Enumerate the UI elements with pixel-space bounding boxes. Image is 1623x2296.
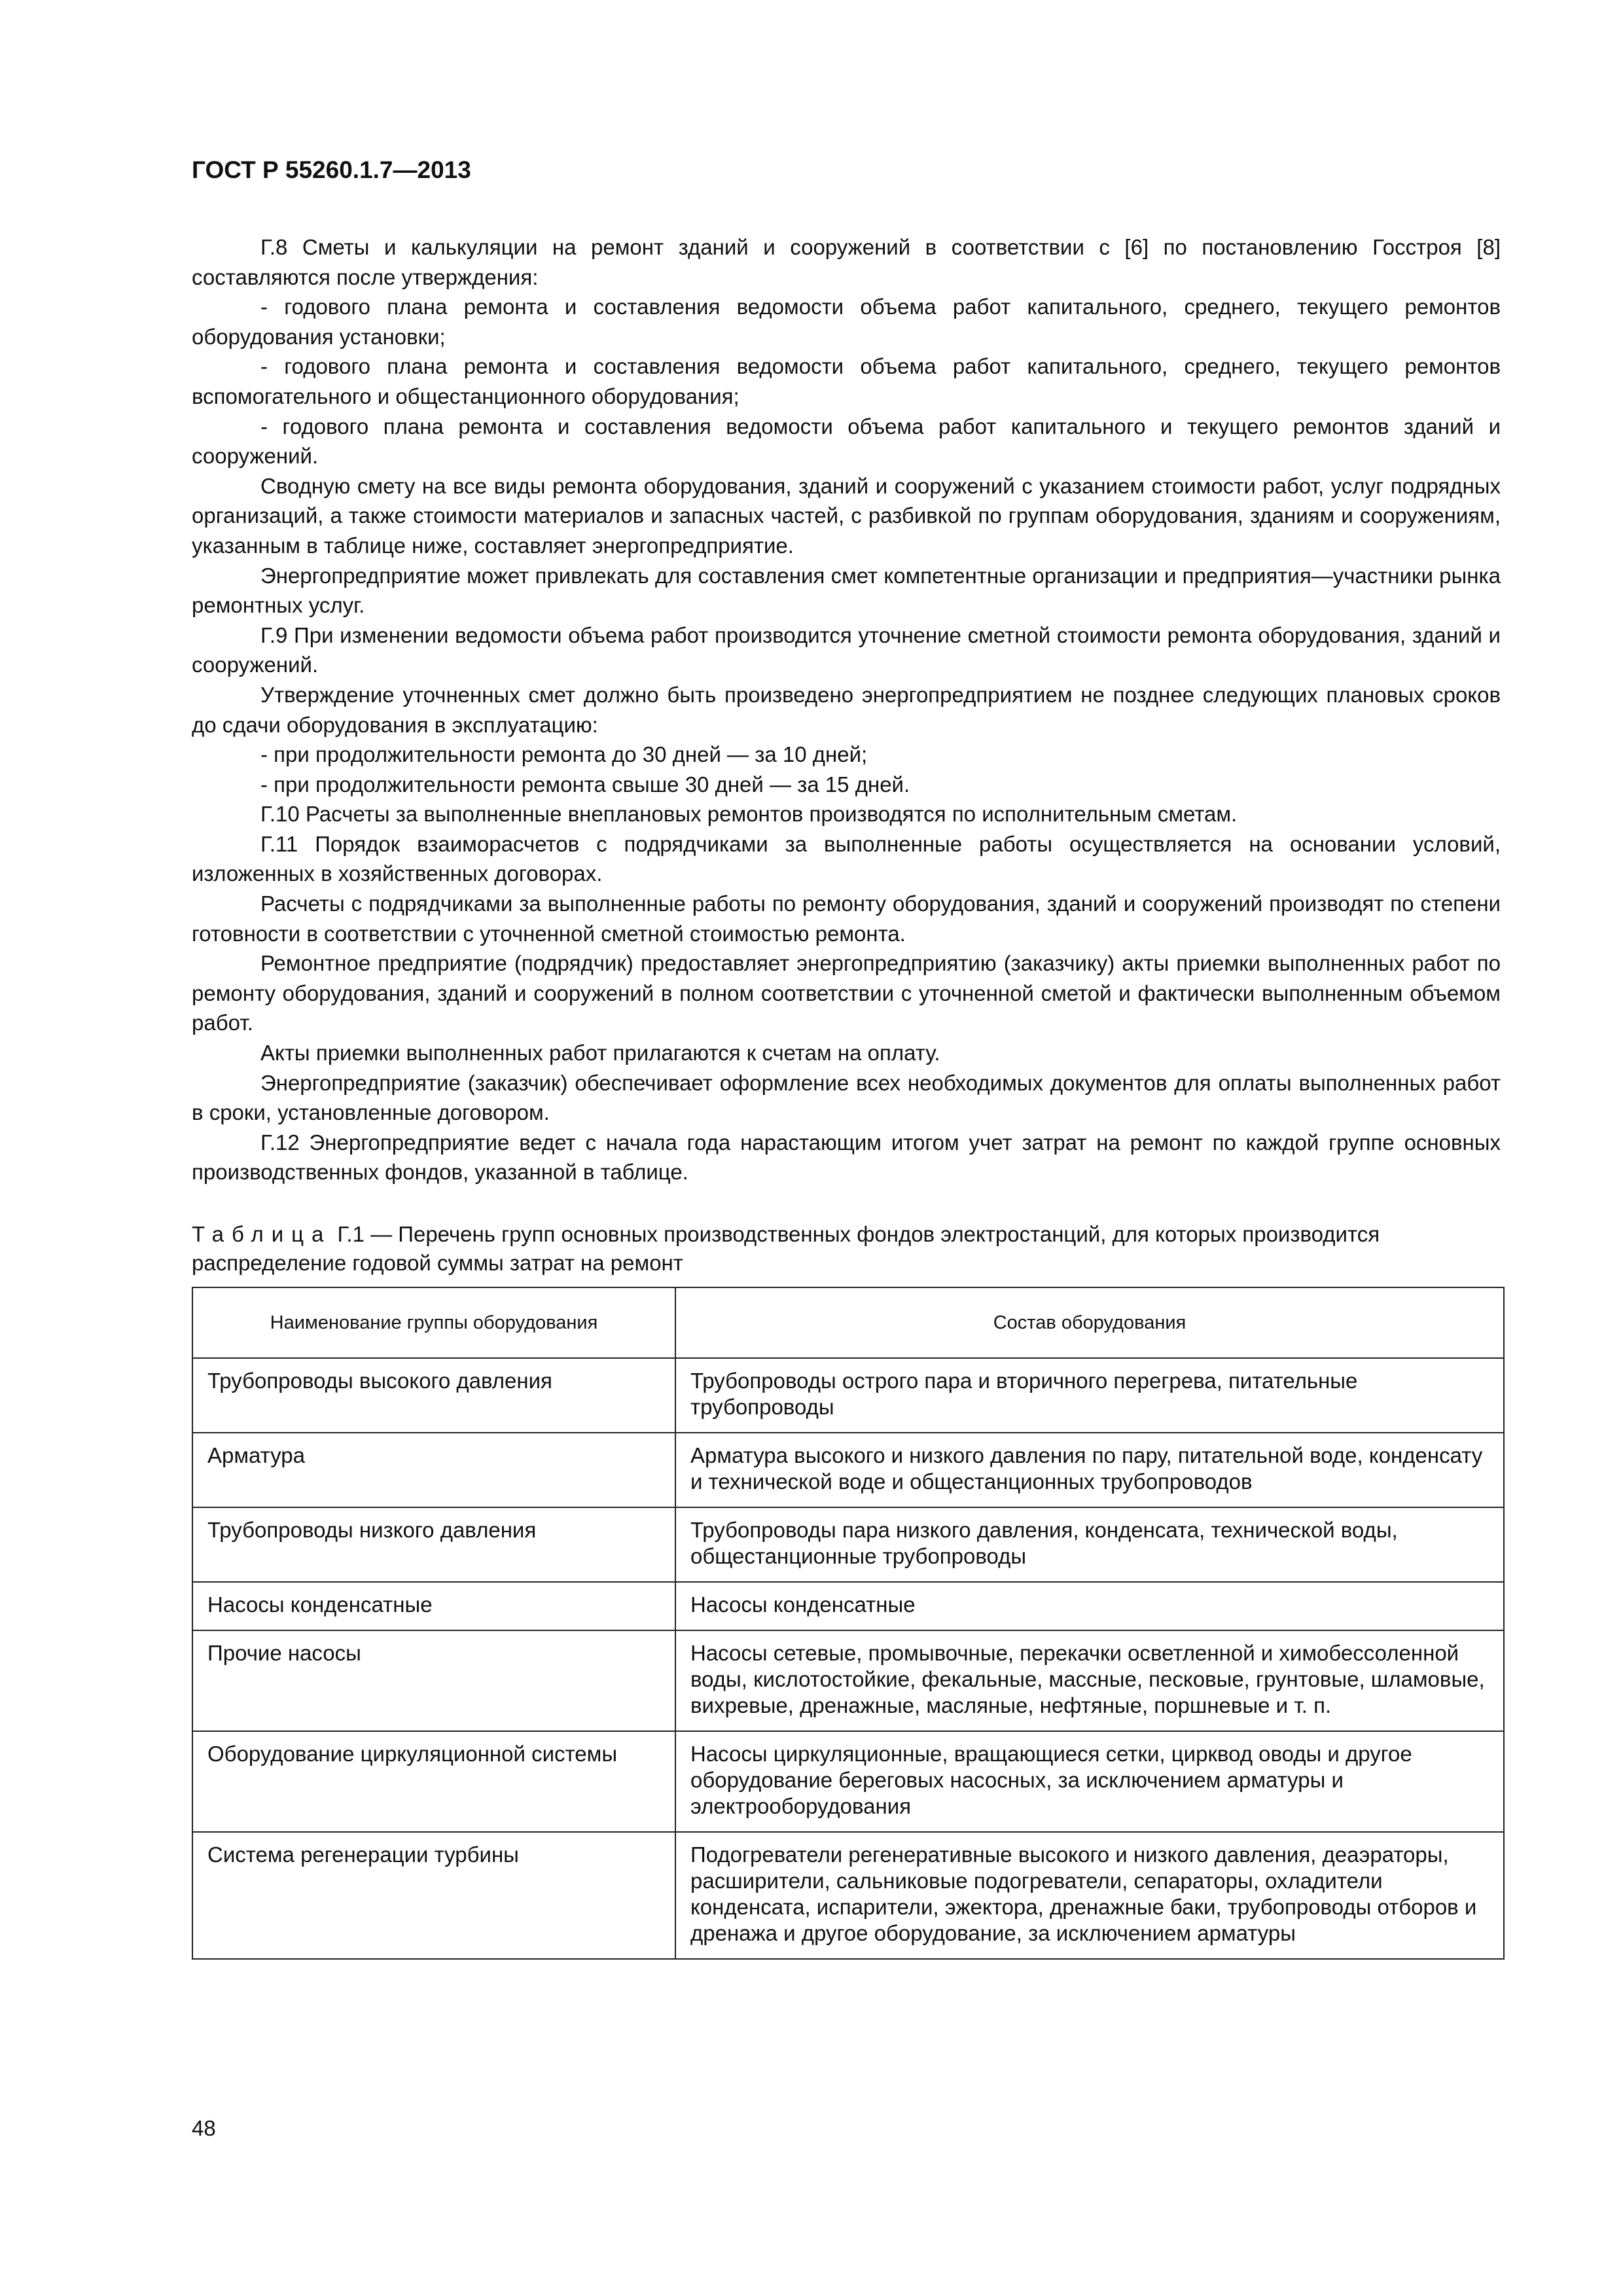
paragraph: Г.9 При изменении ведомости объема работ производится уточнение сметной стоимости ремонта оборудования, зданий и сооружений. — [192, 622, 1501, 677]
document-page — [192, 156, 1501, 1960]
group-cell: Оборудование циркуляционной системы — [192, 1731, 675, 1832]
table-caption — [192, 1220, 1501, 1278]
composition-cell: Насосы сетевые, промывочные, перекачки осветленной и химобессоленной воды, кислотостойкие, фекальные, массные, песковые, грунтовые, шламовые, вихревые, дренажные, масляные, нефтяные, поршневые и т. п. — [675, 1630, 1504, 1731]
group-cell: Прочие насосы — [192, 1630, 675, 1731]
paragraph: - годового плана ремонта и составления ведомости объема работ капитального и текущего ремонтов зданий и сооружений. — [192, 414, 1501, 469]
composition-cell: Насосы циркуляционные, вращающиеся сетки, цирквод оводы и другое оборудование береговых насосных, за исключением арматуры и электрооборудования — [675, 1731, 1504, 1832]
page-number: 48 — [192, 2116, 216, 2140]
paragraph: - при продолжительности ремонта свыше 30 дней — за 15 дней. — [260, 772, 910, 797]
paragraph: Утверждение уточненных смет должно быть произведено энергопредприятием не позднее следующих плановых сроков до сдачи оборудования в эксплуатацию: — [192, 682, 1501, 737]
paragraph: Сводную смету на все виды ремонта оборудования, зданий и сооружений с указанием стоимости работ, услуг подрядных организаций, а также стоимости материалов и запасных частей, с разбивкой по группам оборудования, зданиям и сооружениям, указанным в таблице ниже, составляет энергопредприятие. — [192, 473, 1501, 558]
paragraph: Г.11 Порядок взаиморасчетов с подрядчиками за выполненные работы осуществляется на основании условий, изложенных в хозяйственных договорах. — [192, 831, 1501, 886]
group-cell: Трубопроводы высокого давления — [192, 1358, 675, 1433]
table-row — [192, 1433, 1504, 1507]
table-row — [192, 1630, 1504, 1731]
paragraph: Г.8 Сметы и калькуляции на ремонт зданий и сооружений в соответствии с [6] по постановлению Госстроя [8] составляются после утверждения: — [192, 235, 1501, 289]
paragraph: Расчеты с подрядчиками за выполненные работы по ремонту оборудования, зданий и сооружений производят по степени готовности в соответствии с уточненной сметной стоимостью ремонта. — [192, 891, 1501, 946]
group-cell: Насосы конденсатные — [192, 1582, 675, 1630]
group-cell: Трубопроводы низкого давления — [192, 1507, 675, 1582]
paragraph: Ремонтное предприятие (подрядчик) предоставляет энергопредприятию (заказчику) акты приемки выполненных работ по ремонту оборудования, зданий и сооружений в полном соответствии с уточненной сметой и фактически выполненным объемом работ. — [192, 951, 1501, 1035]
table-row — [192, 1731, 1504, 1832]
table-row — [192, 1507, 1504, 1582]
body-text — [192, 232, 1501, 1187]
paragraph: Акты приемки выполненных работ прилагаются к счетам на оплату. — [260, 1041, 940, 1066]
table-row — [192, 1832, 1504, 1959]
composition-cell: Трубопроводы пара низкого давления, конденсата, технической воды, общестанционные трубопроводы — [675, 1507, 1504, 1582]
composition-cell: Арматура высокого и низкого давления по пару, питательной воде, конденсату и технической воде и общестанционных трубопроводов — [675, 1433, 1504, 1507]
group-cell: Арматура — [192, 1433, 675, 1507]
equipment-table — [192, 1287, 1505, 1960]
paragraph: Энергопредприятие может привлекать для составления смет компетентные организации и предприятия—участники рынка ремонтных услуг. — [192, 563, 1501, 618]
column-header-composition: Состав оборудования — [675, 1287, 1504, 1358]
paragraph: Энергопредприятие (заказчик) обеспечивает оформление всех необходимых документов для оплаты выполненных работ в сроки, установленные договором. — [192, 1070, 1501, 1125]
document-header: ГОСТ Р 55260.1.7—2013 — [192, 156, 471, 183]
paragraph: - при продолжительности ремонта до 30 дней — за 10 дней; — [260, 742, 868, 767]
table-caption-text: Г.1 — Перечень групп основных производственных фондов электростанций, для которых производится распределение годовой суммы затрат на ремонт — [192, 1222, 1380, 1275]
paragraph: - годового плана ремонта и составления ведомости объема работ капитального, среднего, текущего ремонтов вспомогательного и общестанционного оборудования; — [192, 354, 1501, 408]
composition-cell: Насосы конденсатные — [675, 1582, 1504, 1630]
paragraph: - годового плана ремонта и составления ведомости объема работ капитального, среднего, текущего ремонтов оборудования установки; — [192, 295, 1501, 349]
composition-cell: Трубопроводы острого пара и вторичного перегрева, питательные трубопроводы — [675, 1358, 1504, 1433]
paragraph: Г.10 Расчеты за выполненные внеплановых ремонтов производятся по исполнительным сметам. — [260, 802, 1238, 827]
composition-cell: Подогреватели регенеративные высокого и низкого давления, деаэраторы, расширители, сальниковые подогреватели, сепараторы, охладители конденсата, испарители, эжектора, дренажные баки, трубопроводы отборов и дренажа и другое оборудование, за исключением арматуры — [675, 1832, 1504, 1959]
paragraph: Г.12 Энергопредприятие ведет с начала года нарастающим итогом учет затрат на ремонт по каждой группе основных производственных фондов, указанной в таблице. — [192, 1130, 1501, 1185]
table-row — [192, 1582, 1504, 1630]
table-header-row — [192, 1287, 1504, 1358]
table-caption-label: Таблица — [192, 1222, 332, 1246]
table-row — [192, 1358, 1504, 1433]
group-cell: Система регенерации турбины — [192, 1832, 675, 1959]
column-header-group: Наименование группы оборудования — [192, 1287, 675, 1358]
